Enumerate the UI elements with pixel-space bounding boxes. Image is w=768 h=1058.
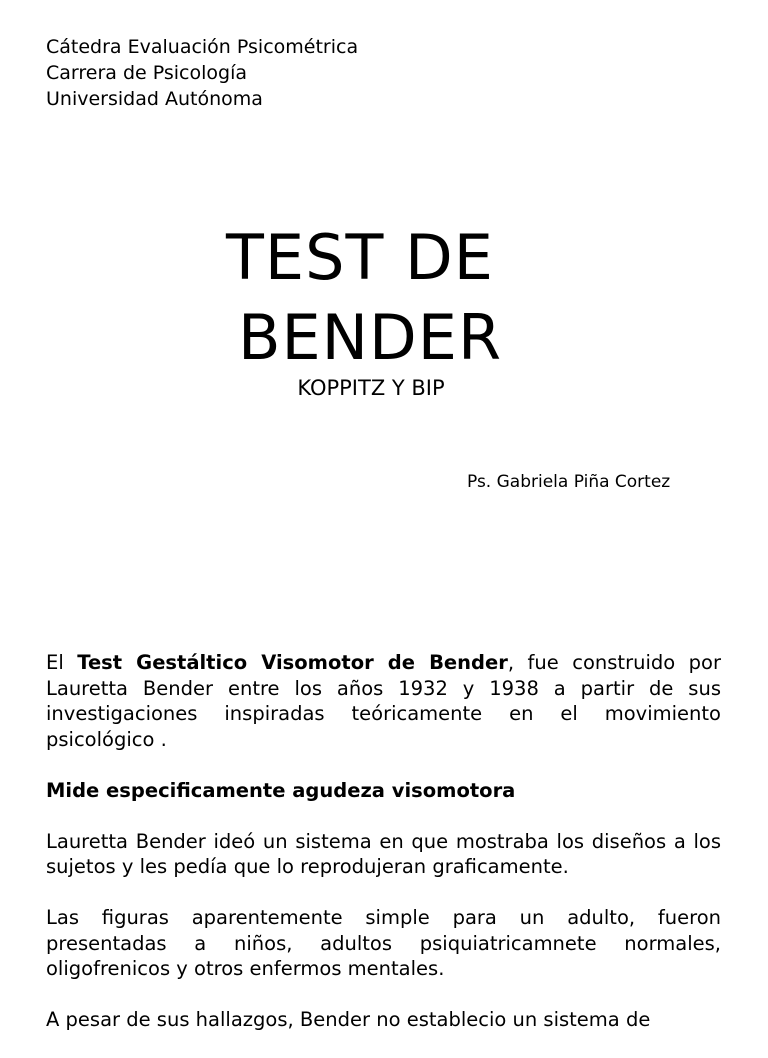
paragraph-intro — [46, 650, 721, 752]
paragraph-measures — [46, 778, 721, 804]
header-university: Universidad Autónoma — [46, 88, 263, 110]
paragraph-intro-bold: Test Gestáltico Visomotor de Bender — [77, 651, 508, 674]
document-title-line-2: BENDER — [237, 301, 503, 374]
paragraph-figures: Las figuras aparentemente simple para un adulto, fueron presentadas a niños, adultos psiquiatricamnete normales, oligofrenicos y otros enfermos mentales. — [46, 906, 721, 980]
header-department: Cátedra Evaluación Psicométrica — [46, 36, 359, 58]
document-subtitle: KOPPITZ Y BIP — [297, 376, 445, 400]
paragraph-findings: A pesar de sus hallazgos, Bender no establecio un sistema de — [46, 1008, 651, 1031]
paragraph-intro-prefix: El — [46, 651, 78, 674]
header-career: Carrera de Psicología — [46, 62, 248, 84]
paragraph-intro-rest: , fue construido por Lauretta Bender entre los años 1932 y 1938 a partir de sus investigaciones inspiradas teóricamente en el movimiento psicológico . — [46, 651, 721, 751]
document-title-line-1: TEST DE — [226, 221, 494, 294]
paragraph-measures-bold: Mide especificamente agudeza visomotora — [46, 778, 516, 802]
document-header — [46, 34, 358, 112]
document-body — [46, 650, 721, 1058]
document-author: Ps. Gabriela Piña Cortez — [467, 472, 671, 492]
paragraph-system: Lauretta Bender ideó un sistema en que mostraba los diseños a los sujetos y les pedía que lo reprodujeran graficamente. — [46, 829, 721, 878]
